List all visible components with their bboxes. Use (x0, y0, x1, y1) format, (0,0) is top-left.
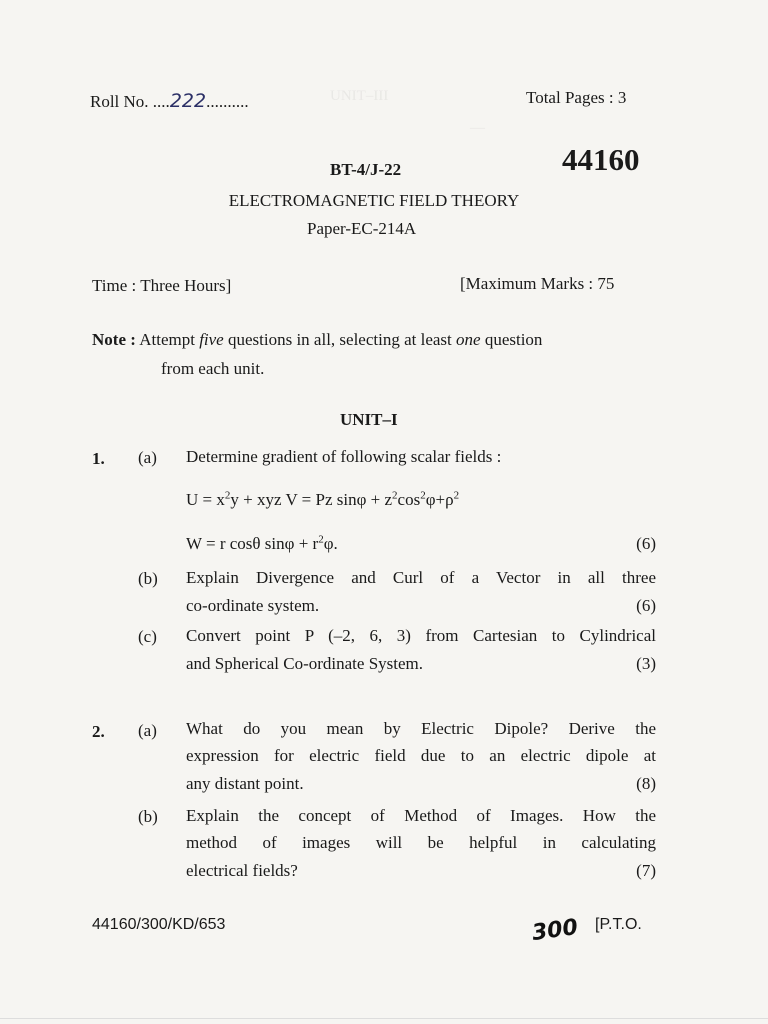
part-label: (a) (138, 448, 157, 467)
exam-code: BT-4/J-22 (330, 160, 402, 179)
question-text: expression for electric field due to an electric dipole at (186, 746, 656, 765)
question-text: co-ordinate system. (6) (186, 596, 656, 615)
marks: (8) (636, 774, 656, 793)
marks: (6) (636, 534, 656, 553)
marks: (3) (636, 654, 656, 673)
part-label: (b) (138, 569, 158, 588)
question-text: Explain the concept of Method of Images. How the (186, 806, 656, 825)
show-through-text: UNIT–III (330, 88, 389, 104)
unit-title: UNIT–I (340, 410, 398, 429)
question-text: Convert point P (–2, 6, 3) from Cartesian to Cylindrical (186, 626, 656, 645)
note-label: Note : (92, 330, 136, 349)
question-text: and Spherical Co-ordinate System. (3) (186, 654, 656, 673)
paper-reference: 44160/300/KD/653 (92, 916, 226, 933)
equation-row: W = r cosθ $\sin\varphi + r^2\varphi$. (6) (186, 533, 656, 553)
part-label: (c) (138, 627, 157, 646)
subject-title: ELECTROMAGNETIC FIELD THEORY (228, 191, 520, 210)
marks: (7) (636, 861, 656, 880)
note-line-2: from each unit. (161, 359, 265, 378)
total-pages: Total Pages : 3 (526, 88, 627, 107)
part-label: (b) (138, 807, 158, 826)
question-text: Determine gradient of following scalar fields : (186, 447, 502, 466)
question-number: 1. (92, 449, 105, 468)
roll-number: Roll No. ....222.......... (90, 90, 249, 112)
time-allowed: Time : Three Hours] (92, 276, 232, 295)
part-label: (a) (138, 721, 157, 740)
question-text: method of images will be helpful in calculating (186, 833, 656, 852)
question-text: Explain Divergence and Curl of a Vector in all three (186, 568, 656, 587)
maximum-marks: [Maximum Marks : 75 (460, 274, 615, 293)
equation: $U = x^2y$ + xyz V = Pz $\sin\varphi + z^2\cos^2\varphi+\rho^2$ (186, 489, 460, 509)
question-text: What do you mean by Electric Dipole? Derive the (186, 719, 656, 738)
question-text: any distant point. (8) (186, 774, 656, 793)
marks: (6) (636, 596, 656, 615)
pto-mark: [P.T.O. (595, 916, 642, 933)
paper-number: 44160 (562, 142, 640, 177)
note: Note : Attempt five questions in all, selecting at least one question (92, 330, 543, 349)
show-through-text: — (470, 120, 485, 136)
question-number: 2. (92, 722, 105, 741)
handwritten-note: 300 (530, 914, 580, 947)
question-text: electrical fields? (7) (186, 861, 656, 880)
paper-code: Paper-EC-214A (307, 219, 417, 238)
page-edge-divider (0, 1018, 768, 1019)
